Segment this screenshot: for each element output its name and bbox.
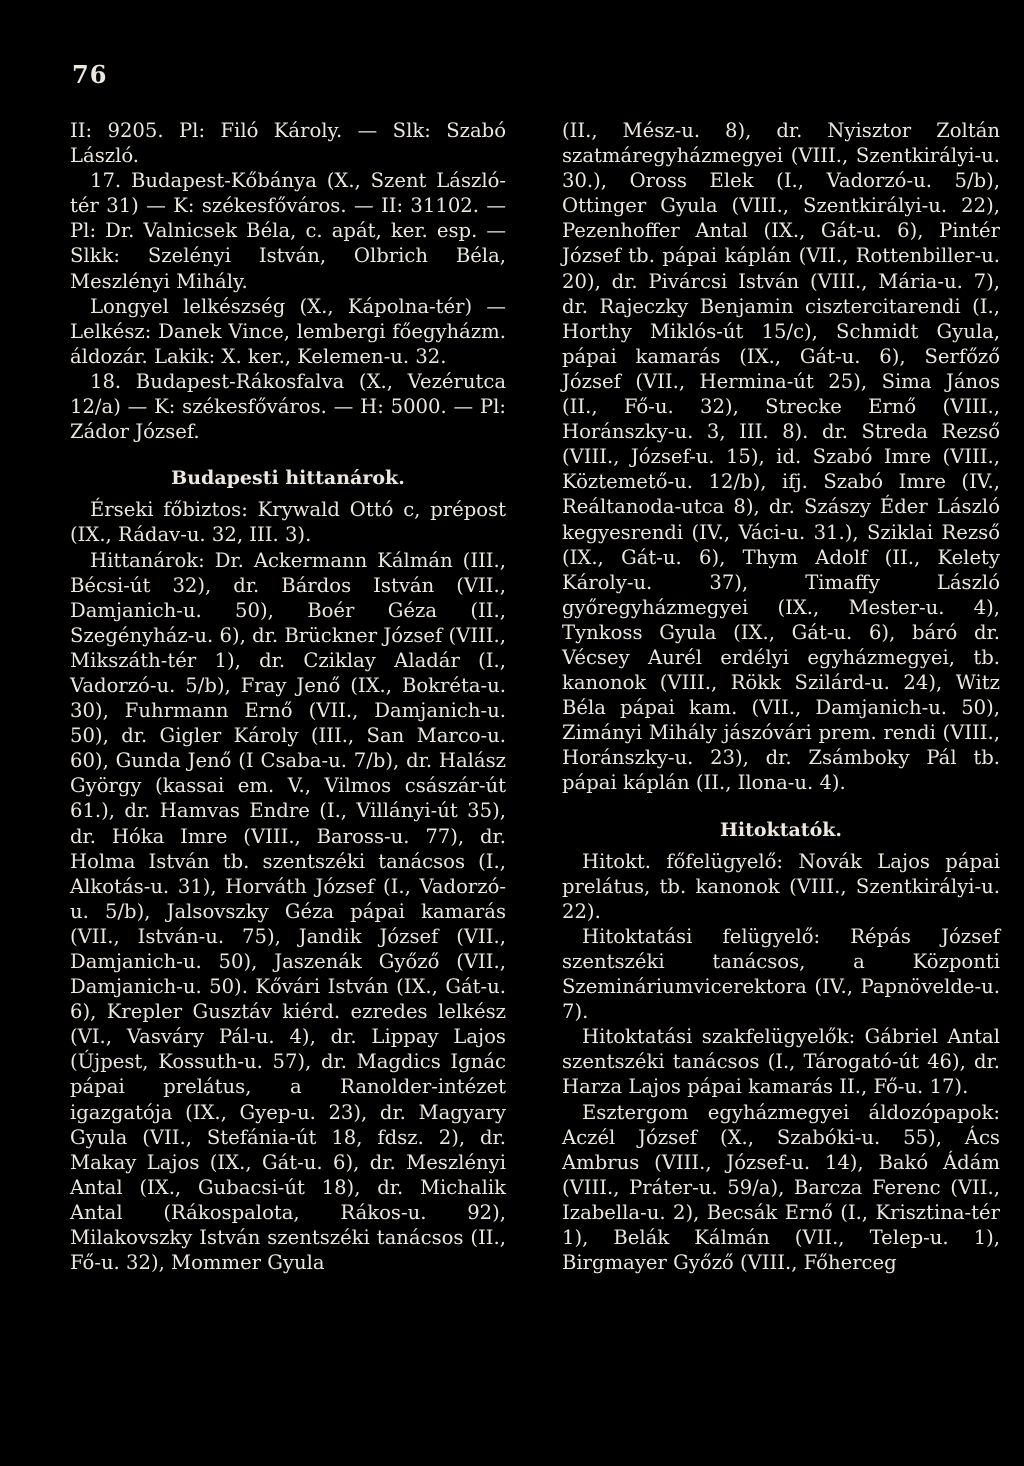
paragraph-erseki-fobiztos: Érseki főbiztos: Krywald Ottó c, prépost (IX., Rádav-u. 32, III. 3). — [70, 498, 506, 547]
paragraph-hittanarok-continued: (II., Mész-u. 8), dr. Nyisztor Zoltán szatmáregyházmegyei (VIII., Szentkirályi-u. 30.), Oross Elek (I., Vadorzó-u. 5/b), Ottinger Gyula (VIII., Szentkirályi-u. 22), Pezenhoffer Antal (IX., Gát-u. 6), Pintér József tb. pápai káplán (VII., Rottenbiller-u. 20), dr. Pivárcsi István (VIII., Mária-u. 7), dr. Rajeczky Benjamin cisztercitarendi (I., Horthy Miklós-út 15/c), Schmidt Gyula, pápai kamarás (IX., Gát-u. 6), Serfőző József (VII., Hermina-út 25), Sima János (II., Fő-u. 32), Strecke Ernő (VIII., Horánszky-u. 3, III. 8). dr. Streda Rezső (VIII., József-u. 15), id. Szabó Imre (VIII., Köztemető-u. 12/b), ifj. Szabó Imre (IV., Reáltanoda-utca 8), dr. Szászy Éder László kegyesrendi (IV., Váci-u. 31.), Sziklai Rezső (IX., Gát-u. 6), Thym Adolf (II., Kelety Károly-u. 37), Timaffy László győregyházmegyei (IX., Mester-u. 4), Tynkoss Gyula (IX., Gát-u. 6), báró dr. Vécsey Aurél erdélyi egyházmegyei, tb. kanonok (VIII., Rökk Szilárd-u. 24), Witz Béla pápai kam. (VII., Damjanich-u. 50), Zimányi Mihály jászóvári prem. rendi (VIII., Horánszky-u. 23), dr. Zsámboky Pál tb. pápai káplán (II., Ilona-u. 4). — [562, 119, 1000, 795]
paragraph-entry-16-contacts: II: 9205. Pl: Filó Károly. — Slk: Szabó László. — [70, 119, 506, 168]
paragraph-szakfelugyelok: Hitoktatási szakfelügyelők: Gábriel Antal szentszéki tanácsos (I., Tárogató-út 46), dr. Harza Lajos pápai kamarás II., Fő-u. 17). — [562, 1025, 1000, 1099]
section-heading-hittanarok: Budapesti hittanárok. — [171, 467, 405, 490]
paragraph-fofelugyelo: Hitokt. főfelügyelő: Novák Lajos pápai prelátus, tb. kanonok (VIII., Szentkirályi-u. 22). — [562, 849, 1000, 923]
paragraph-entry-17-kobanya: 17. Budapest-Kőbánya (X., Szent László-tér 31) — K: székesfőváros. — II: 31102. — Pl: Dr. Valnicsek Béla, c. apát, ker. esp. — Slkk: Szelényi István, Olbrich Béla, Meszlényi Mihály. — [70, 169, 506, 293]
right-column — [562, 118, 1000, 1275]
left-column — [70, 118, 506, 1275]
paragraph-aldozopapok: Esztergom egyházmegyei áldozópapok: Aczél József (X., Szabóki-u. 55), Ács Ambrus (VIII., József-u. 14), Bakó Ádám (VIII., Práter-u. 59/a), Barcza Ferenc (VII., Izabella-u. 2), Becsák Ernő (I., Krisztina-tér 1), Belák Kálmán (VII., Telep-u. 1), Birgmayer Győző (VIII., Főherceg — [562, 1100, 1000, 1275]
paragraph-hittanarok-list: Hittanárok: Dr. Ackermann Kálmán (III., Bécsi-út 32), dr. Bárdos István (VII., Damjanich-u. 50), Boér Géza (II., Szegényház-u. 6), dr. Brückner József (VIII., Mikszáth-tér 1), dr. Cziklay Aladár (I., Vadorzó-u. 5/b), Fray Jenő (IX., Bokréta-u. 30), Fuhrmann Ernő (VII., Damjanich-u. 50), dr. Gigler Károly (III., San Marco-u. 60), Gunda Jenő (I Csaba-u. 7/b), dr. Halász György (kassai em. V., Vilmos császár-út 61.), dr. Hamvas Endre (I., Villányi-út 35), dr. Hóka Imre (VIII., Baross-u. 77), dr. Holma István tb. szentszéki tanácsos (I., Alkotás-u. 31), Horváth József (I., Vadorzó-u. 5/b), Jalsovszky Géza pápai kamarás (VII., István-u. 75), Jandik József (VII., Damjanich-u. 50), Jaszenák Győző (VII., Damjanich-u. 50). Kővári István (IX., Gát-u. 6), Krepler Gusztáv kiérd. ezredes lelkész (VI., Vasváry Pál-u. 4), dr. Lippay Lajos (Újpest, Kossuth-u. 57), dr. Magdics Ignác pápai prelátus, a Ranolder-intézet igazgatója (IX., Gyep-u. 23), dr. Magyary Gyula (VII., Stefánia-út 18, fdsz. 2), dr. Makay Lajos (IX., Gát-u. 6), dr. Meszlényi Antal (IX., Gubacsi-út 18), dr. Michalik Antal (Rákospalota, Rákos-u. 92), Milakovszky István szentszéki tanácsos (II., Fő-u. 32), Mommer Gyula — [70, 548, 506, 1275]
section-heading-hitoktatok: Hitoktatók. — [719, 818, 843, 841]
page-number: 76 — [72, 60, 108, 89]
paragraph-felugyelo: Hitoktatási felügyelő: Répás József szentszéki tanácsos, a Központi Szemináriumvicerektora (IV., Papnövelde-u. 7). — [562, 924, 1000, 1024]
paragraph-longyel-lelkeszseg: Longyel lelkészség (X., Kápolna-tér) — Lelkész: Danek Vince, lembergi főegyházm. áldozár. Lakik: X. ker., Kelemen-u. 32. — [70, 294, 506, 368]
paragraph-entry-18-rakosfalva: 18. Budapest-Rákosfalva (X., Vezérutca 12/a) — K: székesfőváros. — H: 5000. — Pl: Zádor József. — [70, 369, 506, 444]
